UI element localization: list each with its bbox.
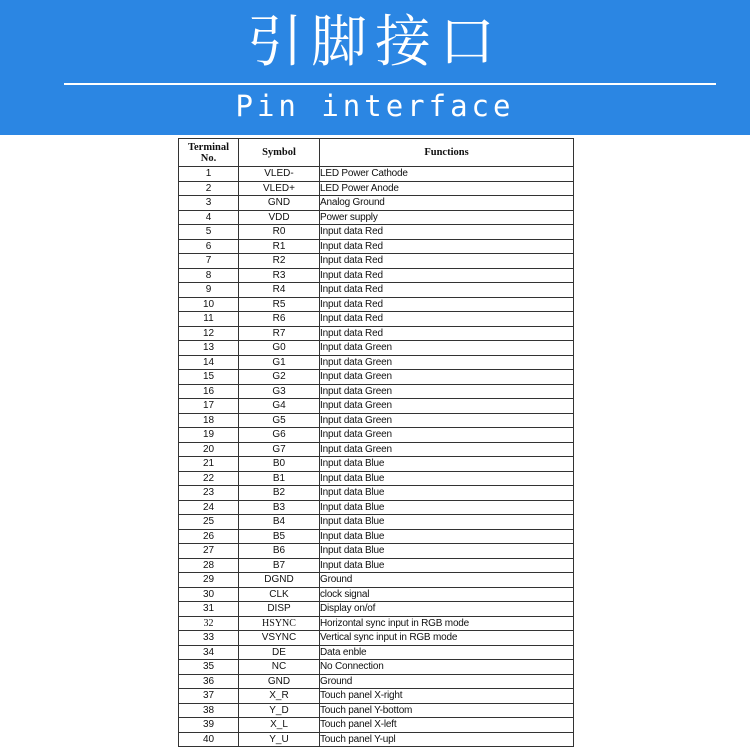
pin-table-body: [179, 167, 574, 747]
table-row: [179, 471, 574, 486]
terminal-number-cell: 33: [179, 631, 239, 646]
table-row: [179, 500, 574, 515]
function-cell: Analog Ground: [320, 196, 574, 211]
symbol-cell: R4: [239, 283, 320, 298]
function-cell: Ground: [320, 573, 574, 588]
terminal-number-cell: 3: [179, 196, 239, 211]
terminal-number-cell: 23: [179, 486, 239, 501]
function-cell: Input data Red: [320, 326, 574, 341]
table-row: [179, 225, 574, 240]
table-row: [179, 254, 574, 269]
terminal-number-cell: 17: [179, 399, 239, 414]
function-cell: Input data Green: [320, 442, 574, 457]
symbol-cell: GND: [239, 196, 320, 211]
symbol-cell: NC: [239, 660, 320, 675]
terminal-number-cell: 28: [179, 558, 239, 573]
table-row: [179, 587, 574, 602]
terminal-number-cell: 4: [179, 210, 239, 225]
symbol-cell: R0: [239, 225, 320, 240]
symbol-cell: R6: [239, 312, 320, 327]
symbol-cell: B2: [239, 486, 320, 501]
terminal-number-cell: 14: [179, 355, 239, 370]
table-row: [179, 181, 574, 196]
function-cell: LED Power Cathode: [320, 167, 574, 182]
symbol-cell: G7: [239, 442, 320, 457]
function-cell: Input data Blue: [320, 544, 574, 559]
table-row: [179, 660, 574, 675]
page-title: 引脚接口: [247, 10, 503, 75]
terminal-number-cell: 24: [179, 500, 239, 515]
terminal-number-cell: 5: [179, 225, 239, 240]
function-cell: Ground: [320, 674, 574, 689]
table-row: [179, 384, 574, 399]
function-cell: Input data Blue: [320, 486, 574, 501]
header-functions: Functions: [320, 139, 574, 167]
terminal-number-cell: 27: [179, 544, 239, 559]
symbol-cell: G5: [239, 413, 320, 428]
terminal-number-cell: 26: [179, 529, 239, 544]
terminal-number-cell: 35: [179, 660, 239, 675]
symbol-cell: B5: [239, 529, 320, 544]
symbol-cell: B7: [239, 558, 320, 573]
symbol-cell: R1: [239, 239, 320, 254]
table-row: [179, 674, 574, 689]
symbol-cell: G6: [239, 428, 320, 443]
function-cell: Input data Blue: [320, 500, 574, 515]
table-row: [179, 312, 574, 327]
terminal-number-cell: 12: [179, 326, 239, 341]
terminal-number-cell: 31: [179, 602, 239, 617]
header-terminal-no: [179, 139, 239, 167]
terminal-number-cell: 32: [179, 616, 239, 631]
terminal-number-cell: 10: [179, 297, 239, 312]
header-banner: [0, 0, 750, 135]
table-row: [179, 196, 574, 211]
function-cell: Horizontal sync input in RGB mode: [320, 616, 574, 631]
function-cell: Input data Green: [320, 399, 574, 414]
function-cell: Data enble: [320, 645, 574, 660]
function-cell: Input data Blue: [320, 558, 574, 573]
terminal-number-cell: 25: [179, 515, 239, 530]
symbol-cell: CLK: [239, 587, 320, 602]
table-row: [179, 544, 574, 559]
header-terminal-line1: Terminal: [187, 141, 230, 153]
function-cell: Input data Green: [320, 384, 574, 399]
table-row: [179, 573, 574, 588]
terminal-number-cell: 9: [179, 283, 239, 298]
table-row: [179, 355, 574, 370]
table-row: [179, 297, 574, 312]
function-cell: Input data Red: [320, 225, 574, 240]
table-row: [179, 399, 574, 414]
table-row: [179, 326, 574, 341]
function-cell: Input data Green: [320, 413, 574, 428]
table-row: [179, 718, 574, 733]
terminal-number-cell: 38: [179, 703, 239, 718]
function-cell: Input data Red: [320, 297, 574, 312]
table-row: [179, 428, 574, 443]
terminal-number-cell: 11: [179, 312, 239, 327]
function-cell: Input data Green: [320, 370, 574, 385]
table-row: [179, 413, 574, 428]
symbol-cell: X_L: [239, 718, 320, 733]
symbol-cell: R2: [239, 254, 320, 269]
symbol-cell: B1: [239, 471, 320, 486]
function-cell: Vertical sync input in RGB mode: [320, 631, 574, 646]
table-row: [179, 602, 574, 617]
function-cell: Touch panel X-right: [320, 689, 574, 704]
symbol-cell: G2: [239, 370, 320, 385]
table-row: [179, 486, 574, 501]
symbol-cell: GND: [239, 674, 320, 689]
terminal-number-cell: 30: [179, 587, 239, 602]
table-row: [179, 703, 574, 718]
terminal-number-cell: 7: [179, 254, 239, 269]
function-cell: Power supply: [320, 210, 574, 225]
header-symbol: Symbol: [239, 139, 320, 167]
function-cell: Input data Green: [320, 428, 574, 443]
terminal-number-cell: 36: [179, 674, 239, 689]
symbol-cell: B0: [239, 457, 320, 472]
terminal-number-cell: 21: [179, 457, 239, 472]
table-row: [179, 689, 574, 704]
symbol-cell: X_R: [239, 689, 320, 704]
table-row: [179, 341, 574, 356]
table-row: [179, 515, 574, 530]
symbol-cell: VSYNC: [239, 631, 320, 646]
terminal-number-cell: 16: [179, 384, 239, 399]
symbol-cell: B4: [239, 515, 320, 530]
terminal-number-cell: 29: [179, 573, 239, 588]
symbol-cell: R5: [239, 297, 320, 312]
symbol-cell: G3: [239, 384, 320, 399]
table-row: [179, 268, 574, 283]
symbol-cell: B6: [239, 544, 320, 559]
terminal-number-cell: 22: [179, 471, 239, 486]
table-row: [179, 645, 574, 660]
function-cell: Input data Red: [320, 312, 574, 327]
symbol-cell: DGND: [239, 573, 320, 588]
function-cell: Input data Red: [320, 283, 574, 298]
function-cell: Input data Blue: [320, 515, 574, 530]
terminal-number-cell: 34: [179, 645, 239, 660]
header-terminal-line2: No.: [200, 152, 217, 164]
symbol-cell: Y_U: [239, 732, 320, 747]
table-row: [179, 442, 574, 457]
symbol-cell: R7: [239, 326, 320, 341]
terminal-number-cell: 15: [179, 370, 239, 385]
symbol-cell: VDD: [239, 210, 320, 225]
function-cell: Input data Green: [320, 341, 574, 356]
symbol-cell: HSYNC: [239, 616, 320, 631]
table-row: [179, 529, 574, 544]
terminal-number-cell: 18: [179, 413, 239, 428]
table-row: [179, 210, 574, 225]
table-row: [179, 732, 574, 747]
function-cell: Input data Blue: [320, 471, 574, 486]
pin-table-container: [178, 138, 573, 747]
symbol-cell: VLED+: [239, 181, 320, 196]
function-cell: Display on/of: [320, 602, 574, 617]
table-row: [179, 167, 574, 182]
title-divider: [64, 83, 716, 85]
symbol-cell: DISP: [239, 602, 320, 617]
table-row: [179, 616, 574, 631]
table-row: [179, 239, 574, 254]
function-cell: No Connection: [320, 660, 574, 675]
terminal-number-cell: 2: [179, 181, 239, 196]
symbol-cell: VLED-: [239, 167, 320, 182]
function-cell: LED Power Anode: [320, 181, 574, 196]
table-row: [179, 558, 574, 573]
symbol-cell: DE: [239, 645, 320, 660]
table-header-row: [179, 139, 574, 167]
terminal-number-cell: 20: [179, 442, 239, 457]
table-row: [179, 370, 574, 385]
function-cell: Input data Blue: [320, 457, 574, 472]
function-cell: Input data Red: [320, 254, 574, 269]
table-row: [179, 283, 574, 298]
symbol-cell: G1: [239, 355, 320, 370]
symbol-cell: R3: [239, 268, 320, 283]
function-cell: Input data Blue: [320, 529, 574, 544]
function-cell: clock signal: [320, 587, 574, 602]
terminal-number-cell: 40: [179, 732, 239, 747]
terminal-number-cell: 8: [179, 268, 239, 283]
terminal-number-cell: 13: [179, 341, 239, 356]
terminal-number-cell: 6: [179, 239, 239, 254]
function-cell: Input data Red: [320, 268, 574, 283]
terminal-number-cell: 1: [179, 167, 239, 182]
terminal-number-cell: 19: [179, 428, 239, 443]
table-row: [179, 457, 574, 472]
function-cell: Input data Red: [320, 239, 574, 254]
function-cell: Input data Green: [320, 355, 574, 370]
symbol-cell: G0: [239, 341, 320, 356]
symbol-cell: Y_D: [239, 703, 320, 718]
symbol-cell: G4: [239, 399, 320, 414]
terminal-number-cell: 39: [179, 718, 239, 733]
function-cell: Touch panel X-left: [320, 718, 574, 733]
pin-table: [178, 138, 574, 747]
page-subtitle: Pin interface: [235, 89, 515, 123]
table-row: [179, 631, 574, 646]
symbol-cell: B3: [239, 500, 320, 515]
function-cell: Touch panel Y-bottom: [320, 703, 574, 718]
terminal-number-cell: 37: [179, 689, 239, 704]
function-cell: Touch panel Y-upl: [320, 732, 574, 747]
